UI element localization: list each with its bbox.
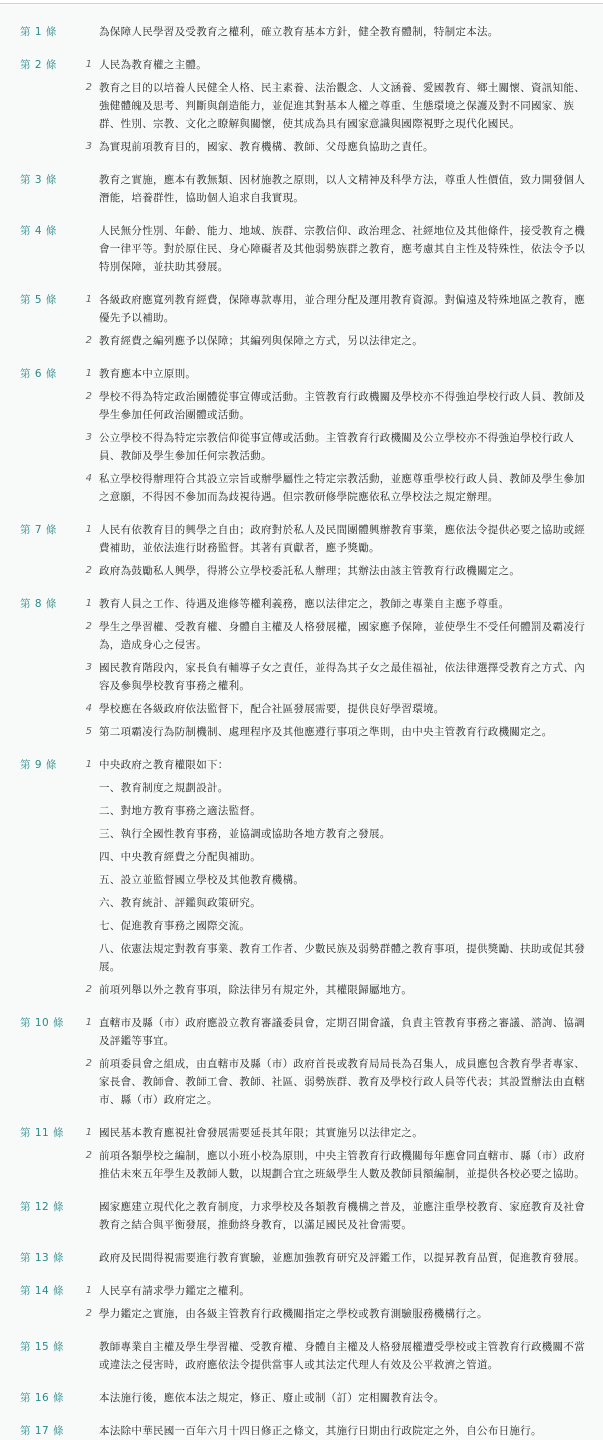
paragraph — [72, 1147, 589, 1183]
paragraph-text: 國民教育階段內，家長負有輔導子女之責任，並得為其子女之最佳福祉，依法律選擇受教育之方式、內容及參與學校教育事務之權利。 — [99, 662, 585, 692]
paragraph-text: 為實現前項教育目的，國家、教育機構、教師、父母應負協助之責任。 — [99, 141, 434, 153]
paragraph-number: 2 — [85, 1308, 92, 1319]
paragraph-text: 教育人員之工作、待遇及進修等權利義務，應以法律定之，教師之專業自主應予尊重。 — [99, 598, 510, 610]
list-item: 七、促進教育事務之國際交流。 — [99, 920, 251, 932]
paragraph-text: 教育經費之編列應予以保障；其編列與保障之方式，另以法律定之。 — [99, 335, 423, 347]
paragraph-number: 2 — [85, 1058, 92, 1069]
paragraph-content — [92, 1124, 589, 1142]
paragraph-number: 2 — [85, 621, 92, 632]
paragraph-number: 2 — [85, 391, 92, 402]
paragraph-content — [92, 23, 589, 41]
paragraph-text: 人民為教育權之主體。 — [99, 59, 207, 71]
paragraph-number: 5 — [85, 726, 92, 737]
paragraph-text: 教育之目的以培養人民健全人格、民主素養、法治觀念、人文涵養、愛國教育、鄉土關懷、資訊知能、強健體魄及思考、判斷與創造能力，並促進其對基本人權之尊重、生態環境之保護及對不同國家、族群、性別、宗教、文化之瞭解與關懷，使其成為具有國家意識與國際視野之現代化國民。 — [99, 82, 585, 130]
paragraph — [72, 429, 589, 465]
paragraph-content — [92, 1389, 589, 1407]
article-body — [72, 56, 603, 156]
paragraph-text: 私立學校得辦理符合其設立宗旨或辦學屬性之特定宗教活動，並應尊重學校行政人員、教師及學生參加之意願，不得因不參加而為歧視待遇。但宗教研修學院應依私立學校法之規定辦理。 — [99, 473, 585, 503]
paragraph-content — [92, 138, 589, 156]
paragraph-content — [92, 756, 589, 976]
article-number[interactable]: 第 10 條 — [20, 1017, 65, 1029]
article — [0, 56, 603, 156]
article-number[interactable]: 第 9 條 — [20, 759, 57, 771]
paragraph-text: 國家應建立現代化之教育制度，力求學校及各類教育機構之普及，並應注重學校教育、家庭教育及社會教育之結合與平衡發展，推動終身教育，以滿足國民及社會需要。 — [99, 1201, 585, 1231]
article — [0, 1389, 603, 1407]
paragraph-content — [92, 332, 589, 350]
paragraph-text: 學生之學習權、受教育權、身體自主權及人格發展權，國家應予保障，並使學生不受任何體罰及霸凌行為，造成身心之侵害。 — [99, 621, 585, 651]
paragraph-content — [92, 659, 589, 695]
article — [0, 1249, 603, 1267]
paragraph — [72, 1055, 589, 1109]
paragraph-content — [92, 79, 589, 133]
paragraph-text: 前項各類學校之編制，應以小班小校為原則，中央主管教育行政機關每年應會同直轄市、縣（市）政府推估未來五年學生及教師人數，以規劃合宜之班級學生人數及教師員額編制，並提供各校必要之協助。 — [99, 1150, 585, 1180]
list-item: 一、教育制度之規劃設計。 — [99, 782, 229, 794]
paragraph-number: 2 — [85, 82, 92, 93]
paragraph-text: 學力鑑定之實施，由各級主管教育行政機關指定之學校或教育測驗服務機構行之。 — [99, 1308, 488, 1320]
paragraph-content — [92, 56, 589, 74]
article-body — [72, 1124, 603, 1183]
list-item: 五、設立並監督國立學校及其他教育機構。 — [99, 874, 305, 886]
paragraph-number: 1 — [85, 759, 92, 770]
paragraph — [72, 138, 589, 156]
paragraph-text: 直轄市及縣（市）政府應設立教育審議委員會，定期召開會議，負責主管教育事務之審議、諮詢、協調及評鑑等事宜。 — [99, 1017, 585, 1047]
paragraph-number: 4 — [85, 703, 92, 714]
paragraph-number: 1 — [85, 1285, 92, 1296]
article — [0, 1014, 603, 1109]
paragraph-number: 1 — [85, 1127, 92, 1138]
paragraph-text: 學校不得為特定政治團體從事宣傳或活動。主管教育行政機關及學校亦不得強迫學校行政人員、教師及學生參加任何政治團體或活動。 — [99, 391, 585, 421]
paragraph-number: 2 — [85, 565, 92, 576]
paragraph-number: 1 — [85, 294, 92, 305]
article-number[interactable]: 第 1 條 — [20, 26, 57, 38]
paragraph-text: 學校應在各級政府依法監督下，配合社區發展需要，提供良好學習環境。 — [99, 703, 445, 715]
paragraph-text: 前項列舉以外之教育事項，除法律另有規定外，其權限歸屬地方。 — [99, 984, 413, 996]
paragraph-text: 人民無分性別、年齡、能力、地域、族群、宗教信仰、政治理念、社經地位及其他條件，接受教育之機會一律平等。對於原住民、身心障礙者及其他弱勢族群之教育，應考慮其自主性及特殊性，依法令予以特別保障，並扶助其發展。 — [99, 225, 585, 273]
article-body — [72, 171, 603, 207]
paragraph — [72, 1422, 589, 1440]
article-number[interactable]: 第 15 條 — [20, 1341, 65, 1353]
article — [0, 1124, 603, 1183]
paragraph — [72, 1124, 589, 1142]
paragraph-text: 國民基本教育應視社會發展需要延長其年限；其實施另以法律定之。 — [99, 1127, 423, 1139]
paragraph-number: 1 — [85, 598, 92, 609]
paragraph-number: 1 — [85, 59, 92, 70]
paragraph-content — [92, 1305, 589, 1323]
paragraph-content — [92, 388, 589, 424]
list-item: 四、中央教育經費之分配與補助。 — [99, 851, 261, 863]
article-body — [72, 1249, 603, 1267]
paragraph-number: 4 — [85, 473, 92, 484]
paragraph-text: 教育應本中立原則。 — [99, 368, 197, 380]
paragraph — [72, 1282, 589, 1300]
paragraph-text: 教育之實施，應本有教無類、因材施教之原則，以人文精神及科學方法，尊重人性價值，致力開發個人潛能，培養群性，協助個人追求自我實現。 — [99, 174, 585, 204]
paragraph-content — [92, 171, 589, 207]
article-number[interactable]: 第 14 條 — [20, 1285, 65, 1297]
paragraph-content — [92, 222, 589, 276]
paragraph-content — [92, 1338, 589, 1374]
paragraph — [72, 56, 589, 74]
article-number[interactable]: 第 8 條 — [20, 598, 57, 610]
article — [0, 23, 603, 41]
paragraph — [72, 1389, 589, 1407]
list-item: 六、教育統計、評鑑與政策研究。 — [99, 897, 261, 909]
paragraph-content — [92, 1282, 589, 1300]
paragraph-content — [92, 1422, 589, 1440]
paragraph — [72, 659, 589, 695]
paragraph-text: 本法除中華民國一百年六月十四日修正之條文，其施行日期由行政院定之外，自公布日施行。 — [99, 1425, 542, 1437]
paragraph-content — [92, 723, 589, 741]
paragraph-content — [92, 700, 589, 718]
article — [0, 222, 603, 276]
law-articles — [0, 4, 603, 1440]
article-number[interactable]: 第 5 條 — [20, 294, 57, 306]
paragraph-number: 3 — [85, 432, 92, 443]
article-body — [72, 23, 603, 41]
article-number[interactable]: 第 3 條 — [20, 174, 57, 186]
paragraph-content — [92, 1055, 589, 1109]
paragraph — [72, 1338, 589, 1374]
paragraph-text: 各級政府應寬列教育經費，保障專款專用，並合理分配及運用教育資源。對偏遠及特殊地區之教育，應優先予以補助。 — [99, 294, 585, 324]
paragraph-number: 2 — [85, 335, 92, 346]
paragraph-text: 公立學校不得為特定宗教信仰從事宣傳或活動。主管教育行政機關及公立學校亦不得強迫學校行政人員、教師及學生參加任何宗教活動。 — [99, 432, 575, 462]
article-number[interactable]: 第 16 條 — [20, 1392, 65, 1404]
paragraph-text: 本法施行後，應依本法之規定，修正、廢止或制（訂）定相關教育法令。 — [99, 1392, 445, 1404]
paragraph-content — [92, 1147, 589, 1183]
paragraph-text: 第二項霸凌行為防制機制、處理程序及其他應遵行事項之準則，由中央主管教育行政機關定之。 — [99, 726, 553, 738]
paragraph — [72, 1014, 589, 1050]
paragraph — [72, 388, 589, 424]
paragraph-number: 1 — [85, 524, 92, 535]
article — [0, 756, 603, 999]
paragraph-text: 為保障人民學習及受教育之權利，確立教育基本方針，健全教育體制，特制定本法。 — [99, 26, 499, 38]
paragraph — [72, 1305, 589, 1323]
paragraph-text: 政府及民間得視需要進行教育實驗，並應加強教育研究及評鑑工作，以提昇教育品質，促進教育發展。 — [99, 1252, 585, 1264]
paragraph — [72, 171, 589, 207]
paragraph — [72, 562, 589, 580]
article — [0, 595, 603, 741]
paragraph — [72, 521, 589, 557]
article — [0, 365, 603, 506]
article — [0, 291, 603, 350]
paragraph-number: 3 — [85, 141, 92, 152]
paragraph-text: 中央政府之教育權限如下： — [99, 759, 229, 771]
paragraph — [72, 1198, 589, 1234]
paragraph — [72, 291, 589, 327]
article-number[interactable]: 第 13 條 — [20, 1252, 65, 1264]
article-body — [72, 1389, 603, 1407]
article-body — [72, 1282, 603, 1323]
paragraph-content — [92, 562, 589, 580]
article — [0, 1198, 603, 1234]
paragraph-content — [92, 291, 589, 327]
article-body — [72, 756, 603, 999]
article-body — [72, 1422, 603, 1440]
paragraph — [72, 700, 589, 718]
paragraph — [72, 723, 589, 741]
article-body — [72, 291, 603, 350]
paragraph-text: 人民享有請求學力鑑定之權利。 — [99, 1285, 251, 1297]
article — [0, 171, 603, 207]
paragraph-text: 教師專業自主權及學生學習權、受教育權、身體自主權及人格發展權遭受學校或主管教育行政機關不當或違法之侵害時，政府應依法令提供當事人或其法定代理人有效及公平救濟之管道。 — [99, 1341, 585, 1371]
article-number[interactable]: 第 7 條 — [20, 524, 57, 536]
article-number[interactable]: 第 2 條 — [20, 59, 57, 71]
paragraph-content — [92, 618, 589, 654]
paragraph — [72, 595, 589, 613]
article-body — [72, 1198, 603, 1234]
paragraph-content — [92, 365, 589, 383]
article-number[interactable]: 第 12 條 — [20, 1201, 65, 1213]
paragraph — [72, 470, 589, 506]
paragraph — [72, 981, 589, 999]
article-body — [72, 521, 603, 580]
paragraph-content — [92, 1014, 589, 1050]
paragraph — [72, 365, 589, 383]
paragraph-content — [92, 1198, 589, 1234]
article — [0, 1338, 603, 1374]
paragraph — [72, 1249, 589, 1267]
paragraph-content — [92, 429, 589, 465]
paragraph — [72, 756, 589, 976]
paragraph-text: 政府為鼓勵私人興學，得將公立學校委託私人辦理；其辦法由該主管教育行政機關定之。 — [99, 565, 521, 577]
paragraph-content — [92, 981, 589, 999]
article-body — [72, 595, 603, 741]
paragraph-number: 1 — [85, 1017, 92, 1028]
paragraph-number: 3 — [85, 662, 92, 673]
paragraph-number: 1 — [85, 368, 92, 379]
paragraph-number: 2 — [85, 984, 92, 995]
list-item: 三、執行全國性教育事務，並協調或協助各地方教育之發展。 — [99, 828, 391, 840]
article-number[interactable]: 第 6 條 — [20, 368, 57, 380]
paragraph-content — [92, 595, 589, 613]
article — [0, 521, 603, 580]
article-number[interactable]: 第 11 條 — [20, 1127, 65, 1139]
article-body — [72, 222, 603, 276]
paragraph — [72, 79, 589, 133]
article — [0, 1422, 603, 1440]
paragraph — [72, 618, 589, 654]
article-body — [72, 365, 603, 506]
article-number[interactable]: 第 4 條 — [20, 225, 57, 237]
paragraph-content — [92, 1249, 589, 1267]
paragraph — [72, 332, 589, 350]
article — [0, 1282, 603, 1323]
article-body — [72, 1014, 603, 1109]
paragraph-content — [92, 470, 589, 506]
paragraph-content — [92, 521, 589, 557]
list-item: 二、對地方教育事務之適法監督。 — [99, 805, 261, 817]
paragraph — [72, 23, 589, 41]
paragraph-number: 2 — [85, 1150, 92, 1161]
paragraph — [72, 222, 589, 276]
article-number[interactable]: 第 17 條 — [20, 1425, 65, 1437]
article-body — [72, 1338, 603, 1374]
paragraph-text: 前項委員會之組成，由直轄市及縣（市）政府首長或教育局局長為召集人，成員應包含教育學者專家、家長會、教師會、教師工會、教師、社區、弱勢族群、教育及學校行政人員等代表；其設置辦法由直轄市、縣（市）政府定之。 — [99, 1058, 585, 1106]
list-item: 八、依憲法規定對教育事業、教育工作者、少數民族及弱勢群體之教育事項，提供獎勵、扶助或促其發展。 — [99, 943, 585, 973]
paragraph-text: 人民有依教育目的興學之自由；政府對於私人及民間團體興辦教育事業，應依法令提供必要之協助或經費補助，並依法進行財務監督。其著有貢獻者，應予獎勵。 — [99, 524, 585, 554]
